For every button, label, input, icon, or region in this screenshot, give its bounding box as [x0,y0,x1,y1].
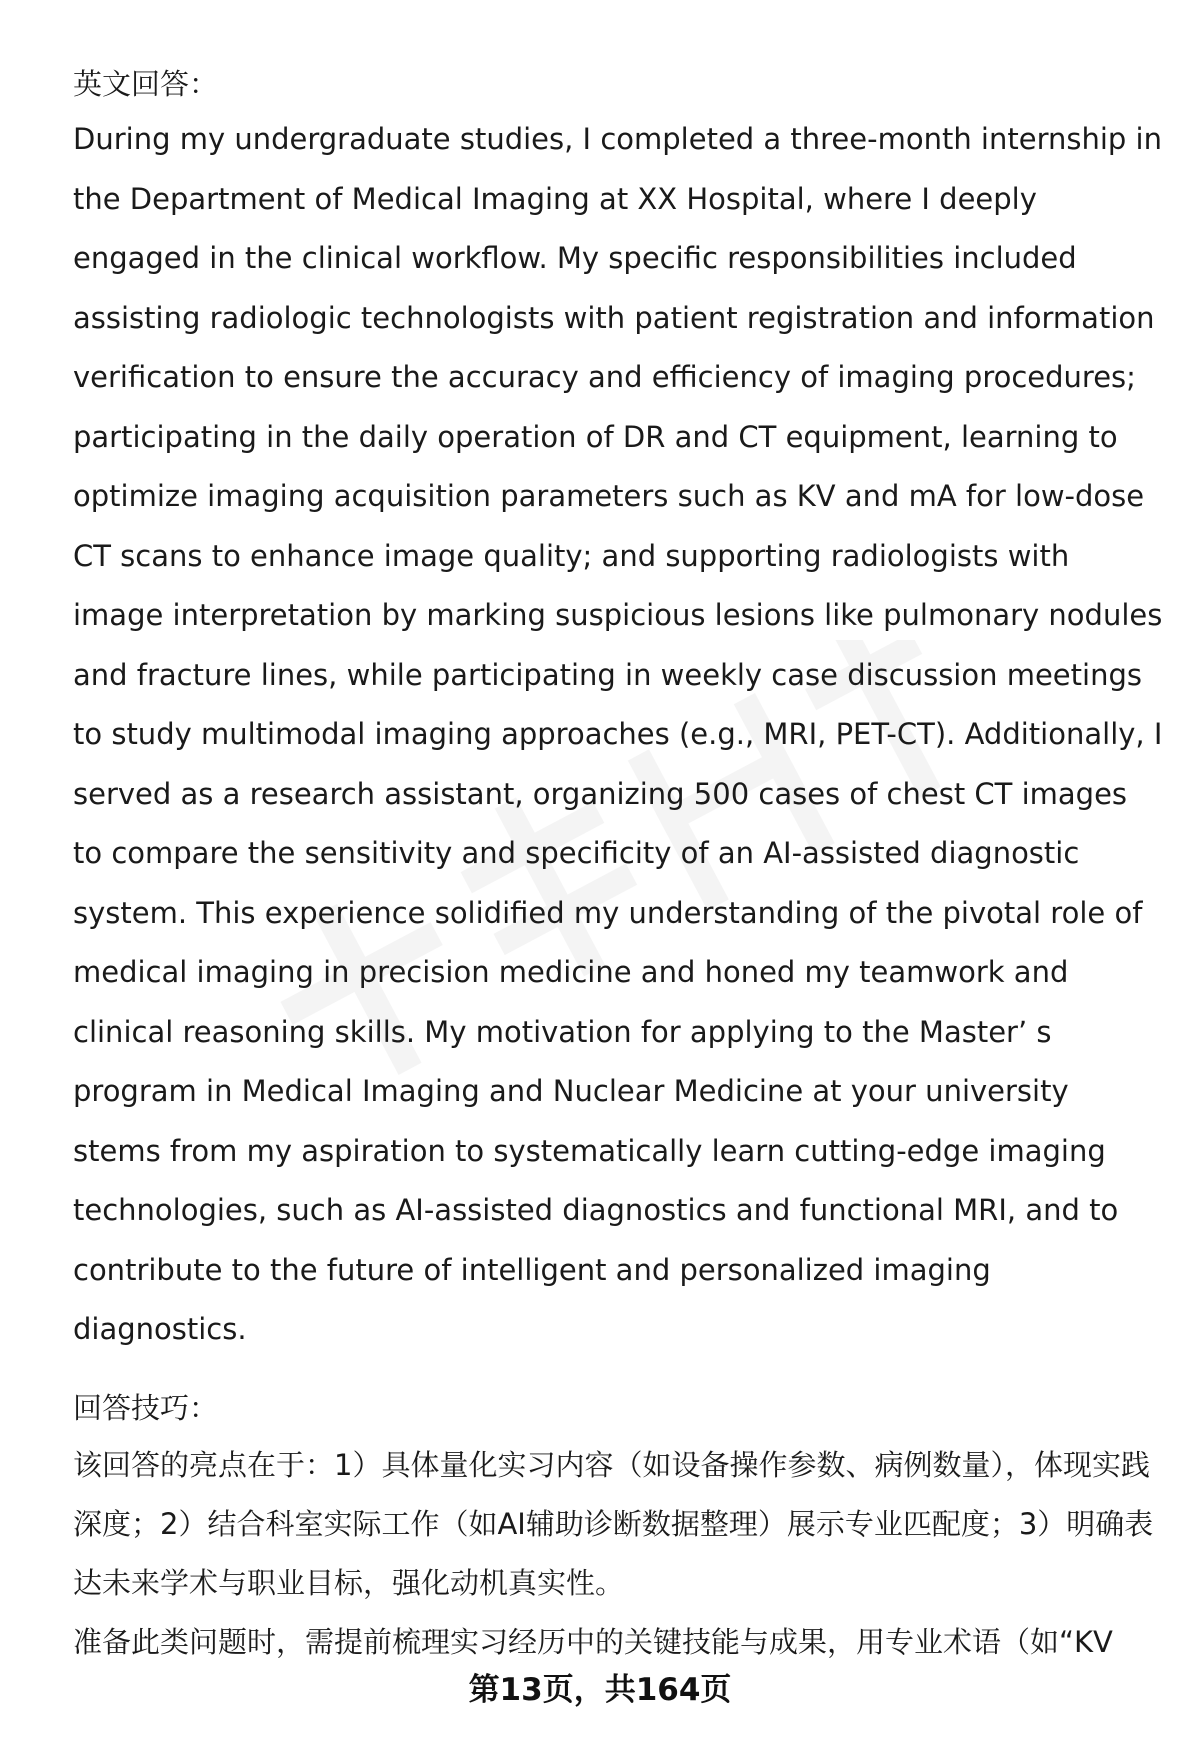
tips-paragraph-2: 准备此类问题时，需提前梳理实习经历中的关键技能与成果，用专业术语（如“KV [73,1624,1113,1659]
section-spacer [73,1360,1163,1388]
page-content [73,64,1163,1672]
tips-heading: 回答技巧： [73,1390,219,1425]
english-answer-paragraph: During my undergraduate studies, I completed a three-month internship in the Department of Medical Imaging at XX Hospital, where I deeply engaged in the clinical workflow. My specific responsibilities included assisting radiologic technologists with patient registration and information verification to ensure the accuracy and efficiency of imaging procedures; participating in the daily operation of DR and CT equipment, learning to optimize imaging acquisition parameters such as KV and mA for low-dose CT scans to enhance image quality; and supporting radiologists with image interpretation by marking suspicious lesions like pulmonary nodules and fracture lines, while participating in weekly case discussion meetings to study multimodal imaging approaches (e.g., MRI, PET-CT). Additionally, I served as a research assistant, organizing 500 cases of chest CT images to compare the sensitivity and specificity of an AI-assisted diagnostic system. This experience solidified my understanding of the pivotal role of medical imaging in precision medicine and honed my teamwork and clinical reasoning skills. My motivation for applying to the Master’ s program in Medical Imaging and Nuclear Medicine at your university stems from my aspiration to systematically learn cutting-edge imaging technologies, such as AI-assisted diagnostics and functional MRI, and to contribute to the future of intelligent and personalized imaging diagnostics. [73,122,1163,1346]
tips-paragraph-1: 该回答的亮点在于：1）具体量化实习内容（如设备操作参数、病例数量），体现实践深度；2）结合科室实际工作（如AI辅助诊断数据整理）展示专业匹配度；3）明确表达未来学术与职业目标，强化动机真实性。 [73,1447,1154,1600]
answer-heading: 英文回答： [73,67,219,101]
page-number-footer: 第13页，共164页 [468,1672,732,1708]
